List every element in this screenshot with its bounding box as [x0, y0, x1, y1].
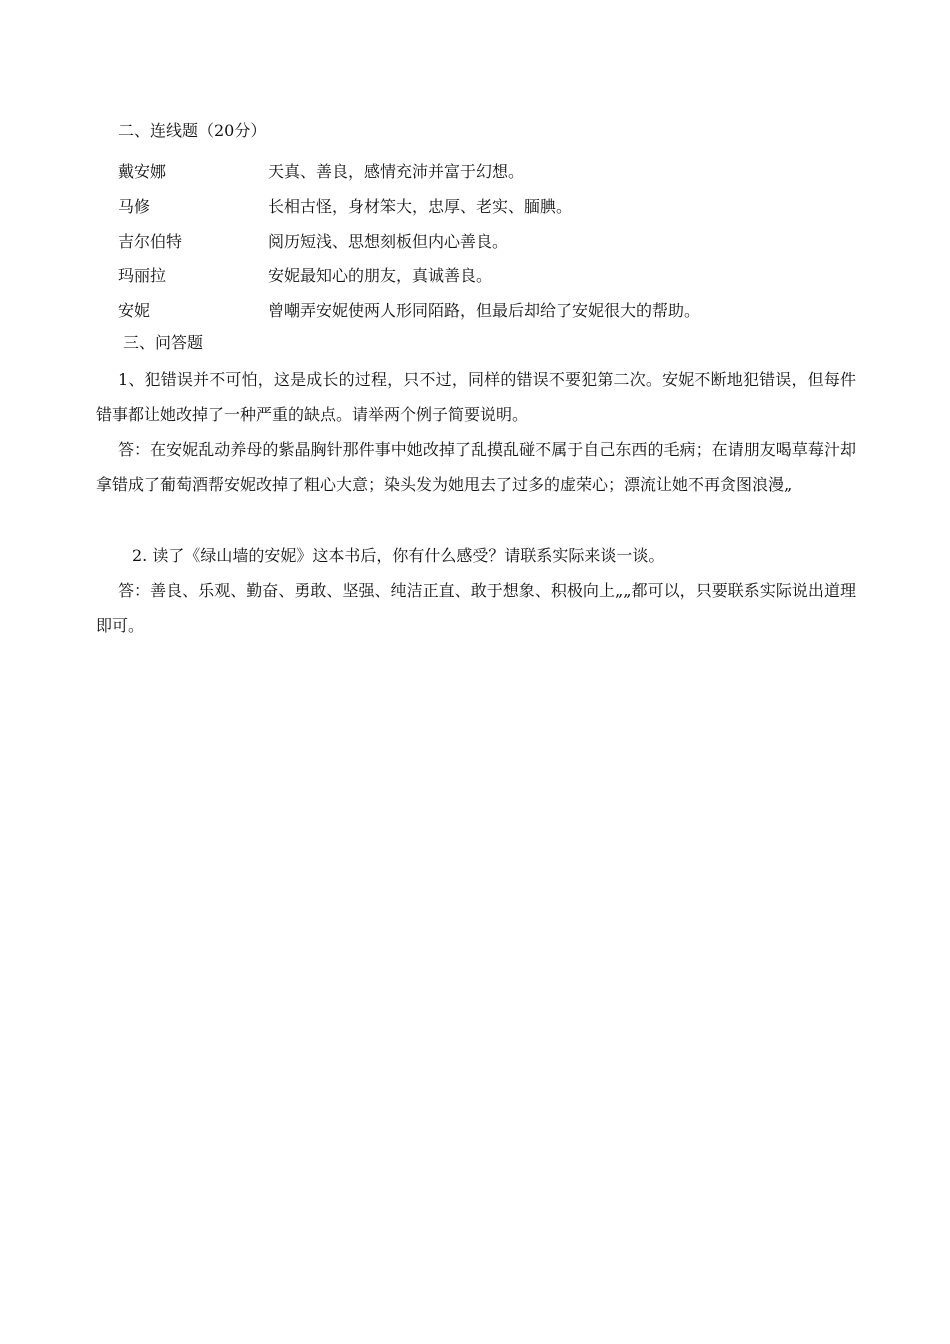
section-title-matching: 二、连线题（20分） — [118, 121, 267, 140]
question-2: 2. 读了《绿山墙的安妮》这本书后，你有什么感受？请联系实际来谈一谈。 — [132, 546, 665, 565]
matching-description: 长相古怪，身材笨大，忠厚、老实、腼腆。 — [268, 197, 573, 216]
answer-1: 答：在安妮乱动养母的紫晶胸针那件事中她改掉了乱摸乱碰不属于自己东西的毛病；在请朋友喝草莓汁却拿错成了葡萄酒帮安妮改掉了粗心大意；染头发为她甩去了过多的虚荣心；漂流让她不再贪图浪漫„ — [96, 440, 856, 494]
matching-character: 安妮 — [118, 301, 151, 320]
matching-row — [0, 229, 950, 251]
matching-description: 阅历短浅、思想刻板但内心善良。 — [268, 232, 509, 251]
matching-row — [0, 263, 950, 285]
matching-character: 马修 — [118, 197, 151, 216]
answer-2: 答：善良、乐观、勤奋、勇敢、坚强、纯洁正直、敢于想象、积极向上„„都可以，只要联系实际说出道理即可。 — [96, 581, 856, 635]
matching-description: 安妮最知心的朋友，真诚善良。 — [268, 266, 493, 285]
matching-character: 吉尔伯特 — [118, 232, 183, 251]
matching-row — [0, 298, 950, 320]
matching-row — [0, 194, 950, 216]
matching-description: 曾嘲弄安妮使两人形同陌路，但最后却给了安妮很大的帮助。 — [268, 301, 701, 320]
matching-row — [0, 159, 950, 181]
matching-character: 戴安娜 — [118, 162, 167, 181]
matching-description: 天真、善良，感情充沛并富于幻想。 — [268, 162, 525, 181]
section-title-qa: 三、问答题 — [123, 333, 204, 352]
question-1: 1、犯错误并不可怕，这是成长的过程，只不过，同样的错误不要犯第二次。安妮不断地犯错误，但每件错事都让她改掉了一种严重的缺点。请举两个例子简要说明。 — [96, 370, 856, 424]
matching-character: 玛丽拉 — [118, 266, 167, 285]
